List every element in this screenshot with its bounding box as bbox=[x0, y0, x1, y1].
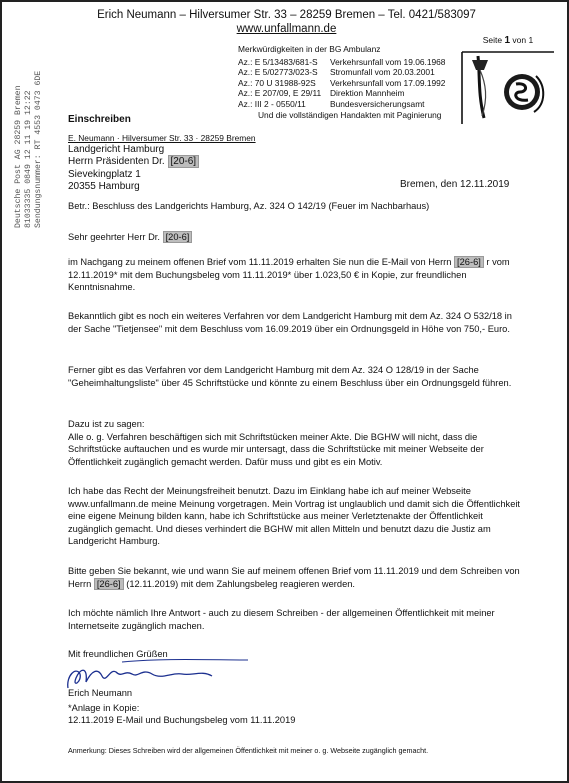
paragraph-6-b: (12.11.2019) mit dem Zahlungsbeleg reagieren werden. bbox=[126, 578, 355, 589]
reference-title: Merkwürdigkeiten in der BG Ambulanz bbox=[238, 44, 381, 54]
page-von: von bbox=[512, 35, 527, 45]
recipient-court: Landgericht Hamburg bbox=[68, 144, 165, 155]
recipient-prefix: Herrn Präsidenten Dr. bbox=[68, 156, 165, 168]
paragraph-4-intro: Dazu ist zu sagen: bbox=[68, 419, 145, 429]
enclosure bbox=[68, 702, 295, 726]
paragraph-1 bbox=[68, 256, 520, 294]
paragraph-3: Ferner gibt es das Verfahren vor dem Landgericht Hamburg mit dem Az. 324 O 128/19 in der Sache "Geheimhaltungsliste" über 45 Schriftstücke und könnte zu einem Beschluss über ein Ordnungsgeld führen. bbox=[68, 365, 512, 388]
enclosure-item: 12.11.2019 E-Mail und Buchungsbeleg vom 11.11.2019 bbox=[68, 715, 296, 725]
closing: Mit freundlichen Grüßen bbox=[68, 649, 168, 659]
enclosure-title: *Anlage in Kopie: bbox=[68, 703, 140, 713]
letterhead bbox=[2, 8, 569, 36]
recipient-city: 20355 Hamburg bbox=[68, 180, 140, 192]
paragraph-1-a: im Nachgang zu meinem offenen Brief vom 11.11.2019 erhalten Sie nun die E-Mail von Herrn bbox=[68, 257, 452, 267]
reference-az: Az.: 70 U 31988-92S bbox=[238, 77, 316, 88]
paragraph-6 bbox=[68, 565, 520, 590]
stamp-line-2: 81033335 0849 12 11 19 12:22 bbox=[24, 90, 33, 228]
unfallmann-logo-icon bbox=[458, 46, 558, 126]
reference-az: Az.: E 5/02773/023-S bbox=[238, 67, 318, 78]
reference-az: Az.: III 2 - 0550/11 bbox=[238, 98, 306, 109]
sender-line: E. Neumann · Hilversumer Str. 33 · 28259 Bremen bbox=[68, 133, 256, 143]
page-number bbox=[458, 35, 558, 46]
recipient-street: Sievekingplatz 1 bbox=[68, 168, 141, 180]
salutation bbox=[68, 231, 520, 244]
reference-desc: Stromunfall vom 20.03.2001 bbox=[330, 67, 435, 78]
paragraph-2: Bekanntlich gibt es noch ein weiteres Verfahren vor dem Landgericht Hamburg mit dem Az. 324 O 532/18 in der Sache "Tietjensee" mit dem Beschluss vom 16.09.2019 über ein Ordnungsgeld in Höhe von 750,- Euro. bbox=[68, 311, 512, 334]
footer-note: Anmerkung: Dieses Schreiben wird der allgemeinen Öffentlichkeit mit meiner o. g. Webseite zugänglich gemacht. bbox=[68, 746, 429, 755]
reference-desc: Bundesversicherungsamt bbox=[330, 98, 425, 109]
page-label: Seite bbox=[482, 35, 503, 45]
stamp-line-1: Deutsche Post AG 28259 Bremen bbox=[14, 85, 23, 228]
reference-az: Az.: E 5/13483/681-S bbox=[238, 56, 318, 67]
redaction-box: [20-6] bbox=[163, 231, 193, 243]
stamp-line-3: Sendungsnummer: RT 4553 0473 6DE bbox=[34, 70, 43, 228]
letterhead-line: Erich Neumann – Hilversumer Str. 33 – 28259 Bremen – Tel. 0421/583097 bbox=[97, 9, 476, 21]
paragraph-4 bbox=[68, 418, 520, 468]
postage-stamp bbox=[14, 38, 60, 228]
registered-mail-label: Einschreiben bbox=[68, 114, 131, 125]
paragraph-4-text: Alle o. g. Verfahren beschäftigen sich mit Schriftstücken meiner Akte. Die BGHW will nicht, dass die Schriftstücke auftauchen und es wurde mir untersagt, dass die Schriftstücke mit meiner Webseite der Öffentlichkeit zugänglich gemacht werden. Dafür muss und gibt es ein Motiv. bbox=[68, 431, 484, 467]
paragraph-1-b: r vom 12.11.2019* mit dem Buchungsbeleg vom 11.11.2019* über 1.023,50 € in Kopie, zur freundlichen Kenntnisnahme. bbox=[68, 257, 510, 293]
subject-line: Betr.: Beschluss des Landgerichts Hamburg, Az. 324 O 142/19 (Feuer im Nachbarhaus) bbox=[68, 201, 430, 211]
redaction-box: [20-6] bbox=[168, 155, 200, 168]
reference-desc: Verkehrsunfall vom 17.09.1992 bbox=[330, 77, 446, 88]
reference-desc: Direktion Mannheim bbox=[330, 88, 405, 99]
salutation-text: Sehr geehrter Herr Dr. bbox=[68, 232, 160, 242]
paragraph-6-a: Bitte geben Sie bekannt, wie und wann Sie auf meinem offenen Brief vom 11.11.2019 und dem Schreiben von Herrn bbox=[68, 566, 520, 589]
reference-extra: Und die vollständigen Handakten mit Paginierung bbox=[258, 109, 442, 120]
reference-desc: Verkehrsunfall vom 19.06.1968 bbox=[330, 56, 446, 67]
recipient-name bbox=[68, 156, 199, 168]
paragraph-5: Ich habe das Recht der Meinungsfreiheit benutzt. Dazu im Einklang habe ich auf meiner Webseite www.unfallmann.de meine Meinung vorgetragen. Mein Vortrag ist unglaublich und damit sich die Öffentlichkeit eine eigene Meinung bilden kann, habe ich Schriftstücke aus meiner Verletztenakte der Öffentlichkeit zugänglich gemacht. Und dieses verhindert die BGHW mit allen Mitteln und benutzt dazu die Justiz am Landgericht Hamburg. bbox=[68, 486, 521, 547]
reference-az: Az.: E 207/09, E 29/11 bbox=[238, 88, 322, 99]
letter-date: Bremen, den 12.11.2019 bbox=[400, 179, 510, 190]
page-total: 1 bbox=[528, 35, 534, 45]
signature-name: Erich Neumann bbox=[68, 688, 133, 698]
paragraph-7: Ich möchte nämlich Ihre Antwort - auch zu diesem Schreiben - der allgemeinen Öffentlichkeit mit meiner Internetseite zugänglich machen. bbox=[68, 608, 495, 631]
recipient-address bbox=[68, 144, 199, 193]
redaction-box: [26-6] bbox=[94, 578, 124, 590]
letterhead-url[interactable]: www.unfallmann.de bbox=[236, 23, 337, 35]
redaction-box: [26-6] bbox=[454, 256, 484, 268]
page-current: 1 bbox=[504, 35, 511, 46]
